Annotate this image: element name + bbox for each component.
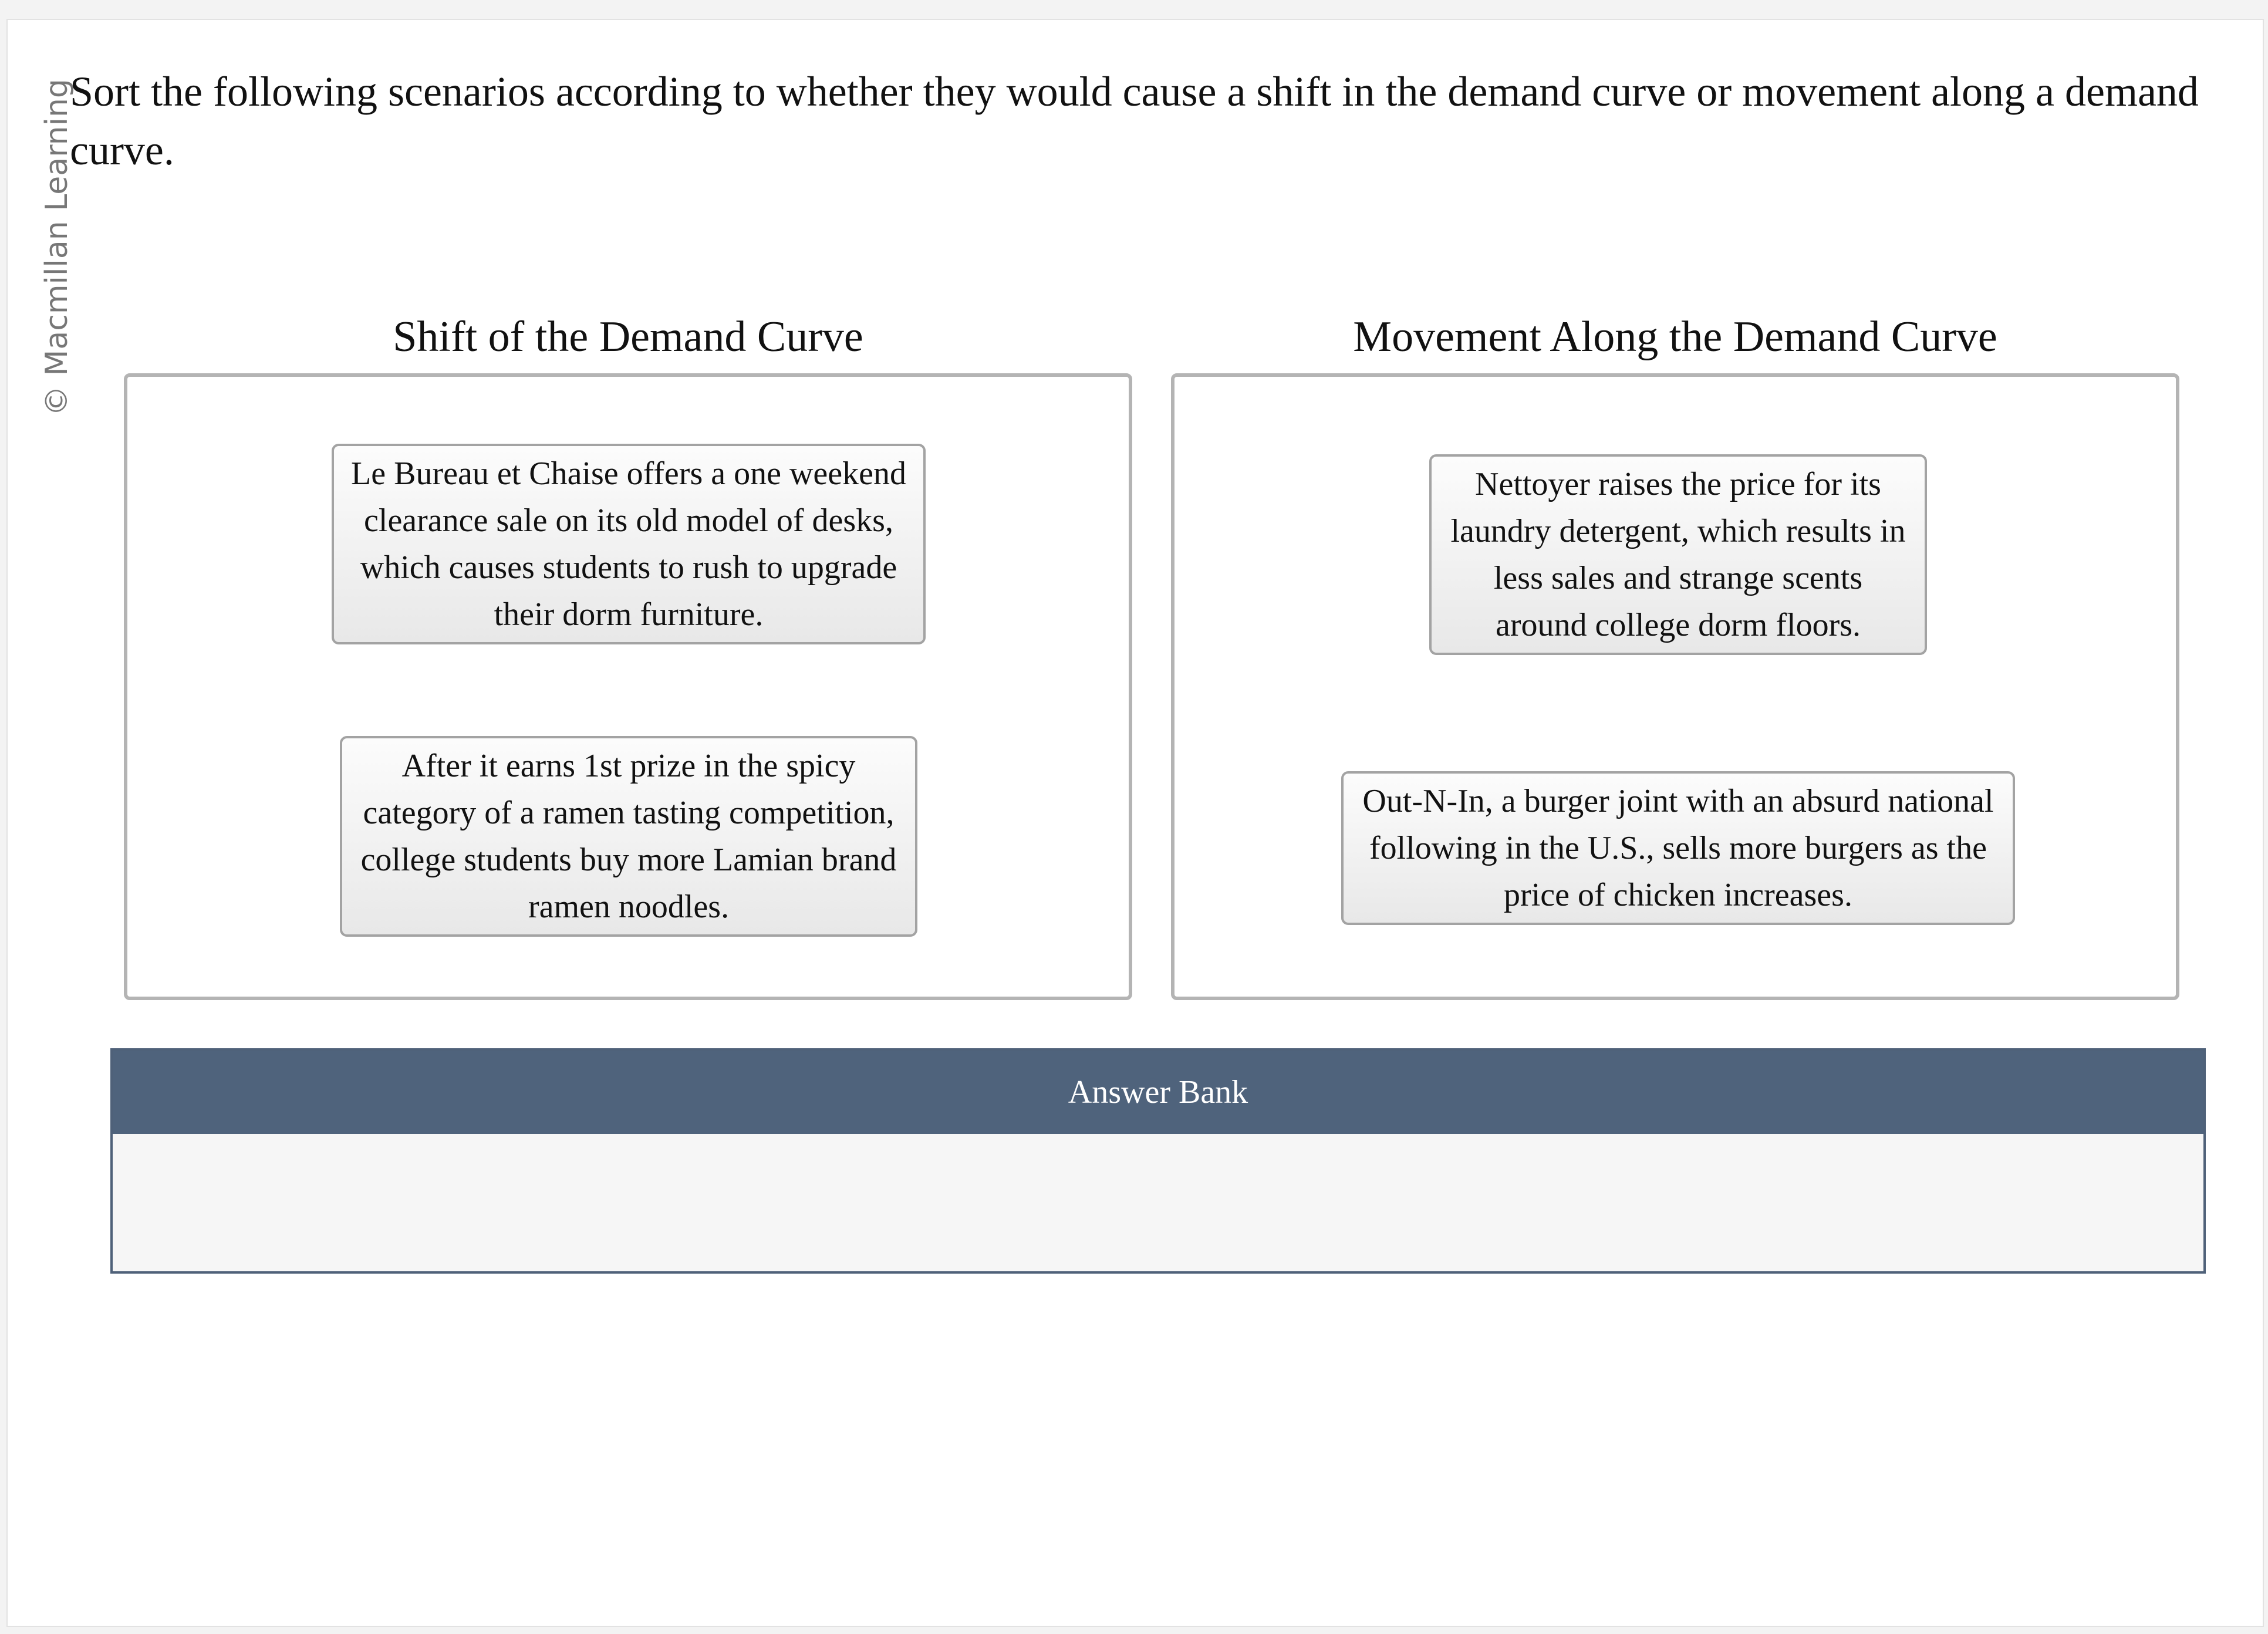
scenario-card[interactable]: Le Bureau et Chaise offers a one weekend clearance sale on its old model of desks, which causes students to rush to upgrade their dorm furniture. xyxy=(332,444,926,644)
answer-bank[interactable] xyxy=(110,1048,2206,1274)
scenario-card[interactable]: Nettoyer raises the price for its laundry detergent, which results in less sales and strange scents around college dorm floors. xyxy=(1429,454,1927,655)
answer-bank-title: Answer Bank xyxy=(113,1051,2203,1134)
activity-page xyxy=(6,19,2264,1627)
shift-bin-dropzone[interactable] xyxy=(124,373,1132,1000)
movement-bin-dropzone[interactable] xyxy=(1171,373,2179,1000)
scenario-card[interactable]: After it earns 1st prize in the spicy category of a ramen tasting competition, college students buy more Lamian brand ramen noodles. xyxy=(340,736,917,937)
answer-bank-dropzone[interactable] xyxy=(113,1134,2203,1271)
shift-bin-title: Shift of the Demand Curve xyxy=(393,313,863,361)
movement-bin-title: Movement Along the Demand Curve xyxy=(1353,313,1997,361)
copyright-label: © Macmillan Learning xyxy=(39,79,75,416)
scenario-card[interactable]: Out-N-In, a burger joint with an absurd national following in the U.S., sells more burgers as the price of chicken increases. xyxy=(1341,771,2015,925)
question-prompt: Sort the following scenarios according to whether they would cause a shift in the demand curve or movement along a demand curve. xyxy=(70,68,2199,174)
